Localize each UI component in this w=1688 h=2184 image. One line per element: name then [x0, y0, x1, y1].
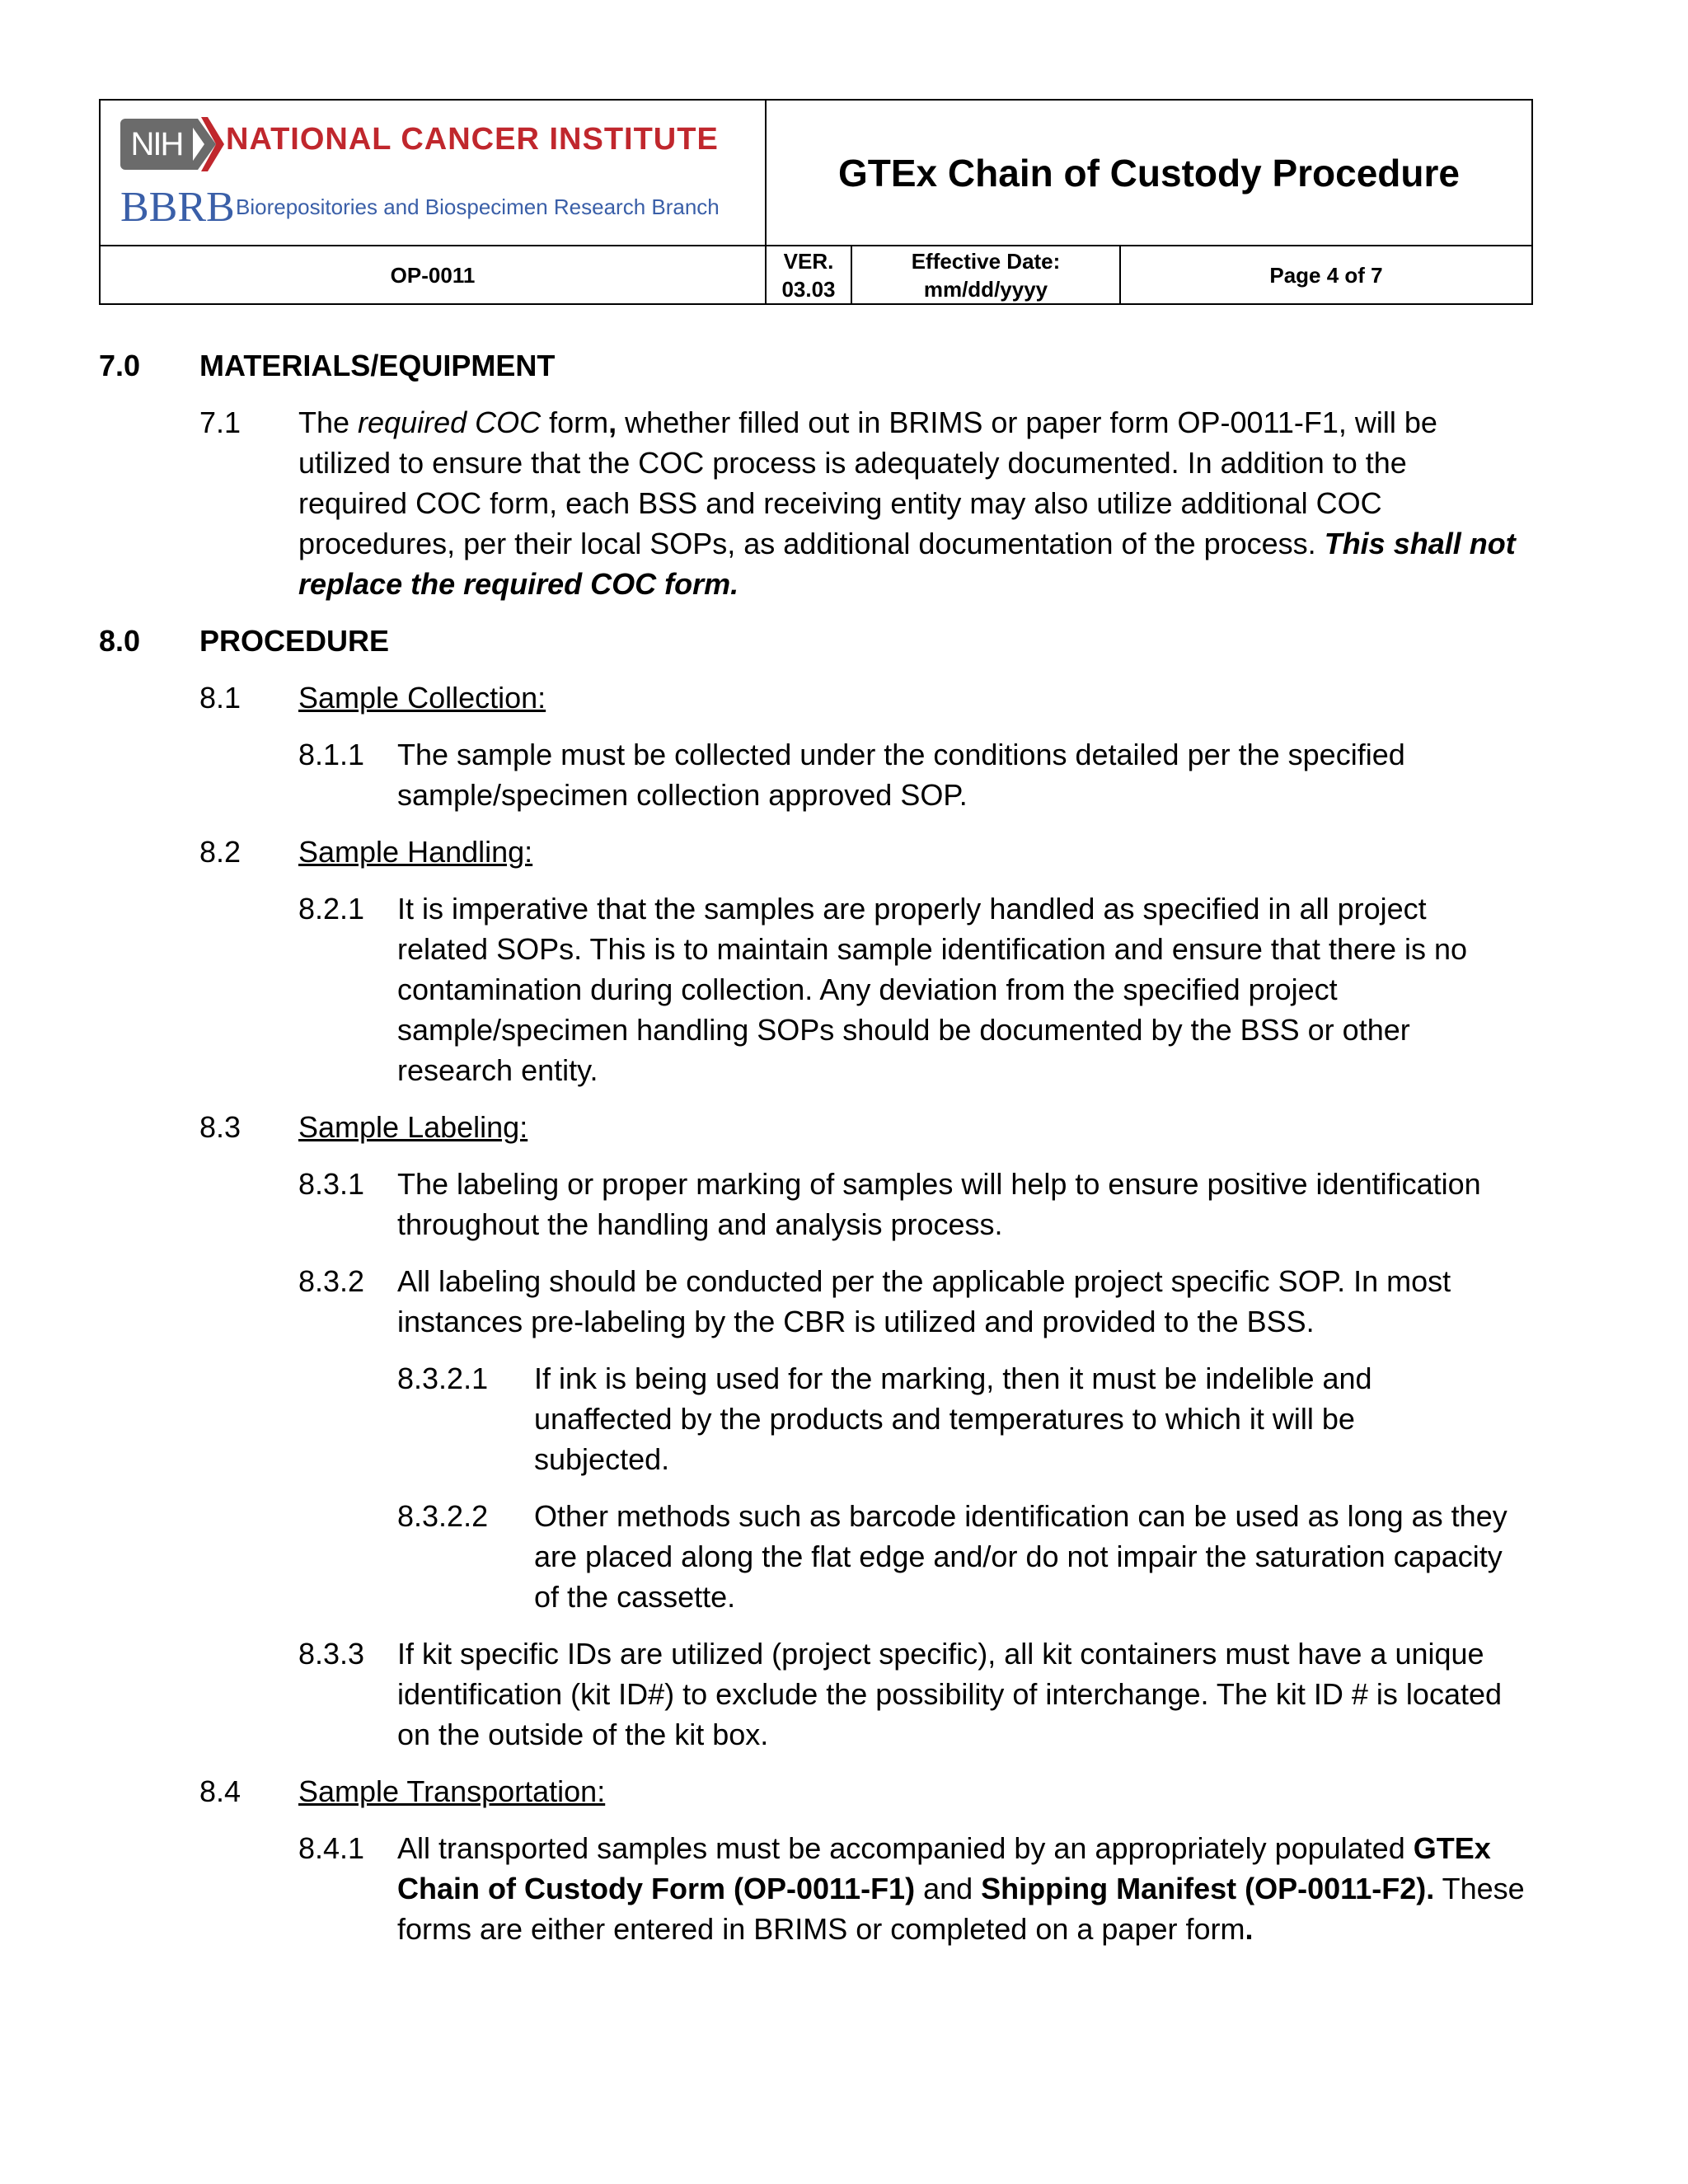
- institute-name: NATIONAL CANCER INSTITUTE: [226, 122, 719, 157]
- item-number: 8.3.2: [298, 1264, 365, 1298]
- nci-logo: [101, 101, 767, 245]
- item-number: 8.1.1: [298, 738, 365, 771]
- item-number: 8.3.3: [298, 1637, 365, 1671]
- item-number: 8.3.1: [298, 1167, 365, 1201]
- paragraph-line: of the cassette.: [534, 1580, 736, 1614]
- item-number: 8.2.1: [298, 892, 365, 926]
- subsection-heading: Sample Transportation:: [298, 1774, 606, 1808]
- paragraph-line: related SOPs. This is to maintain sample identification and ensure that there is no: [397, 932, 1468, 966]
- document-title-cell: [767, 101, 1531, 245]
- version-cell: [767, 246, 852, 303]
- paragraph-line: procedures, per their local SOPs, as additional documentation of the process. This shall not: [298, 527, 1516, 560]
- paragraph-line: instances pre-labeling by the CBR is utilized and provided to the BSS.: [397, 1305, 1315, 1338]
- branch-abbr: BBRB: [120, 184, 235, 231]
- document-header: [99, 99, 1533, 305]
- paragraph-line: All labeling should be conducted per the applicable project specific SOP. In most: [397, 1264, 1451, 1298]
- item-number: 8.3.2.1: [397, 1361, 489, 1395]
- doc-id: OP-0011: [101, 246, 767, 303]
- paragraph-line: unaffected by the products and temperatures to which it will be: [534, 1402, 1355, 1436]
- nih-arrow-icon: [191, 114, 224, 175]
- section-number: 7.0: [99, 349, 141, 382]
- subsection-number: 8.2: [199, 835, 241, 869]
- subsection-heading: Sample Handling:: [298, 835, 533, 869]
- paragraph-line: on the outside of the kit box.: [397, 1718, 769, 1751]
- effective-date-cell: [852, 246, 1121, 303]
- paragraph-line: utilized to ensure that the COC process is adequately documented. In addition to the: [298, 446, 1407, 480]
- section-heading: MATERIALS/EQUIPMENT: [199, 349, 556, 382]
- paragraph-line: required COC form, each BSS and receiving entity may also utilize additional COC: [298, 486, 1382, 520]
- paragraph-line: research entity.: [397, 1053, 598, 1087]
- paragraph-line: If kit specific IDs are utilized (project specific), all kit containers must have a unique: [397, 1637, 1484, 1671]
- paragraph-line: sample/specimen handling SOPs should be documented by the BSS or other: [397, 1013, 1410, 1047]
- page-number: Page 4 of 7: [1269, 262, 1383, 288]
- version-label: VER.: [783, 248, 834, 274]
- section-number: 8.0: [99, 624, 141, 658]
- effective-date-label: Effective Date:: [911, 248, 1061, 274]
- paragraph-line: If ink is being used for the marking, then it must be indelible and: [534, 1361, 1372, 1395]
- subsection-number: 7.1: [199, 405, 241, 439]
- paragraph-line: Chain of Custody Form (OP-0011-F1) and Shipping Manifest (OP-0011-F2). These: [397, 1872, 1525, 1905]
- paragraph-line: The labeling or proper marking of samples will help to ensure positive identification: [397, 1167, 1481, 1201]
- subsection-number: 8.4: [199, 1774, 241, 1808]
- paragraph-line: replace the required COC form.: [298, 567, 739, 601]
- version-value: 03.03: [781, 276, 836, 302]
- subsection-heading: Sample Labeling:: [298, 1110, 528, 1144]
- paragraph-line: The sample must be collected under the conditions detailed per the specified: [397, 738, 1405, 771]
- item-number: 8.3.2.2: [397, 1499, 489, 1533]
- document-title: GTEx Chain of Custody Procedure: [838, 151, 1460, 194]
- paragraph-line: sample/specimen collection approved SOP.: [397, 778, 968, 812]
- subsection-number: 8.1: [199, 681, 241, 715]
- subsection-heading: Sample Collection:: [298, 681, 546, 715]
- section-heading: PROCEDURE: [199, 624, 390, 658]
- paragraph-line: Other methods such as barcode identification can be used as long as they: [534, 1499, 1507, 1533]
- subsection-number: 8.3: [199, 1110, 241, 1144]
- paragraph-line: subjected.: [534, 1442, 670, 1476]
- paragraph-line: identification (kit ID#) to exclude the possibility of interchange. The kit ID # is located: [397, 1677, 1503, 1711]
- nih-badge: NIH: [120, 119, 193, 170]
- paragraph-line: All transported samples must be accompanied by an appropriately populated GTEx: [397, 1831, 1491, 1865]
- branch-name: Biorepositories and Biospecimen Research Branch: [236, 194, 720, 219]
- header-info-row: [101, 245, 1531, 303]
- paragraph-line: throughout the handling and analysis process.: [397, 1207, 1003, 1241]
- effective-date-value: mm/dd/yyyy: [923, 276, 1048, 302]
- paragraph-line: contamination during collection. Any deviation from the specified project: [397, 972, 1338, 1006]
- paragraph-line: are placed along the flat edge and/or do not impair the saturation capacity: [534, 1540, 1503, 1573]
- paragraph-line: The required COC form, whether filled out in BRIMS or paper form OP-0011-F1, will be: [298, 405, 1437, 439]
- paragraph-line: It is imperative that the samples are properly handled as specified in all project: [397, 892, 1427, 926]
- paragraph-line: forms are either entered in BRIMS or completed on a paper form.: [397, 1912, 1254, 1946]
- item-number: 8.4.1: [298, 1831, 365, 1865]
